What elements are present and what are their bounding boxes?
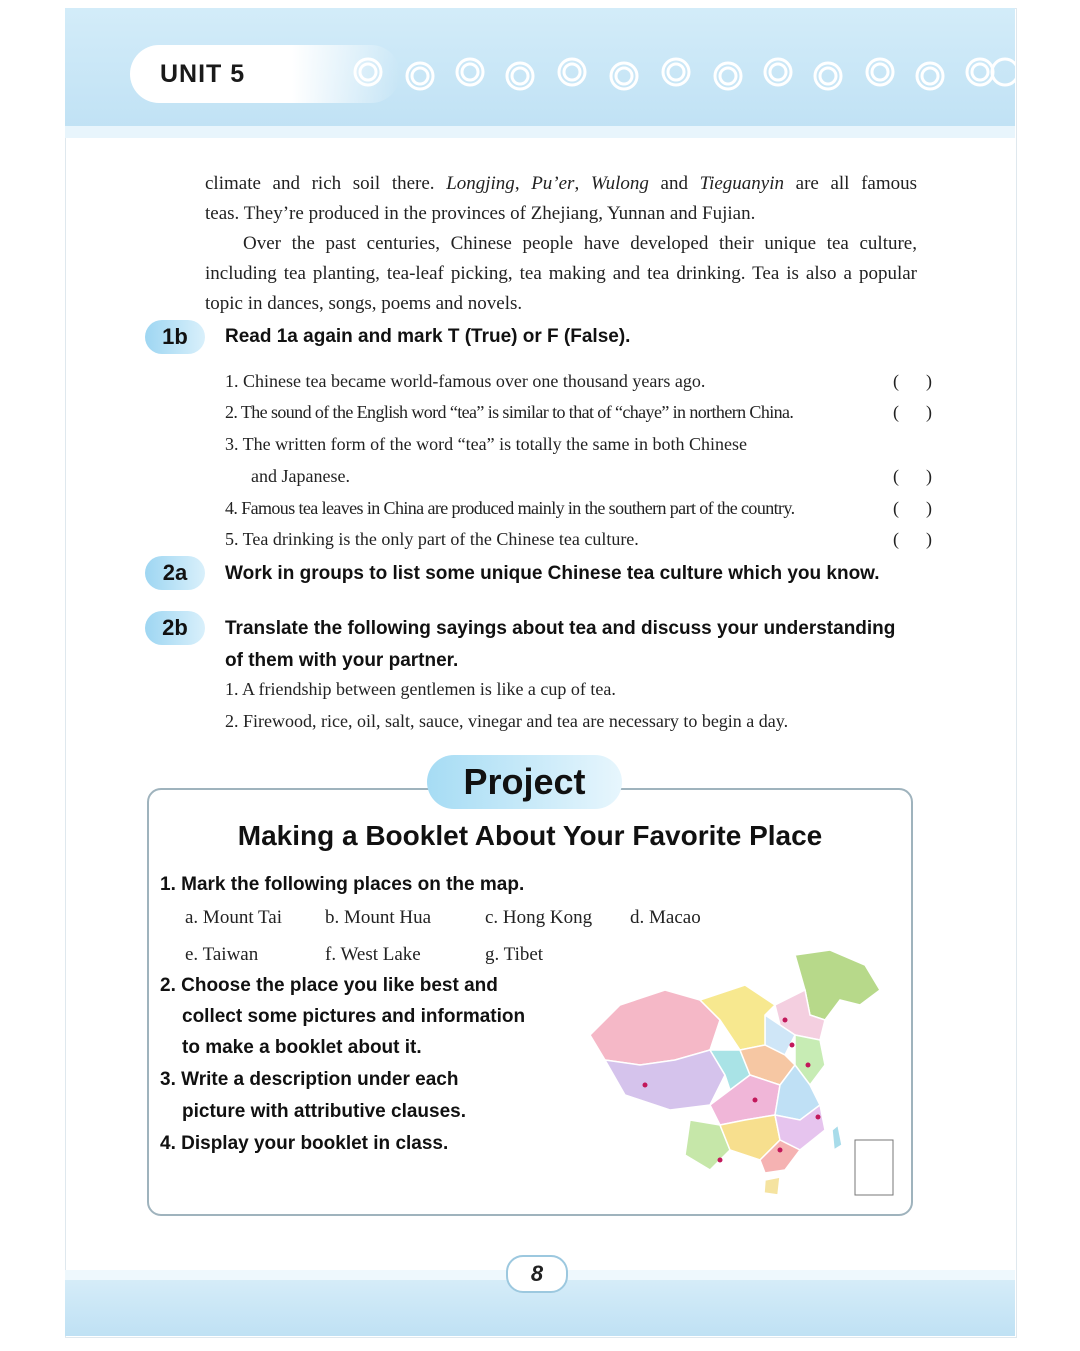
project-step-2-line-2: collect some pictures and information [182, 1006, 526, 1027]
exercise-2b-instruction: Translate the following sayings about tea and discuss your understanding of them with your partner. [225, 618, 896, 671]
page-number: 8 [506, 1255, 568, 1293]
exercise-2b-item-2: 2. Firewood, rice, oil, salt, sauce, vinegar and tea are necessary to begin a day. [225, 711, 789, 731]
answer-blank-2[interactable]: ( ) [893, 402, 932, 422]
answer-blank-1[interactable]: ( ) [893, 371, 932, 391]
answer-blank-3[interactable]: ( ) [893, 466, 932, 486]
exercise-1b-item-5: 5. Tea drinking is the only part of the Chinese tea culture. [225, 529, 639, 549]
project-step-4: 4. Display your booklet in class. [160, 1133, 449, 1154]
exercise-1b-item-2: 2. The sound of the English word “tea” is similar to that of “chaye” in northern China. [225, 402, 794, 422]
china-map[interactable] [580, 945, 900, 1205]
reading-passage [205, 169, 917, 319]
exercise-2b-badge: 2b [145, 611, 205, 645]
place-e: e. Taiwan [185, 944, 259, 965]
reading-paragraph-2: Over the past centuries, Chinese people have developed their unique tea culture, including tea planting, tea-leaf picking, tea making and tea drinking. Tea is also a popular topic in dances, songs, poems and novels. [205, 233, 917, 314]
project-step-2-line-1: 2. Choose the place you like best and [160, 975, 498, 996]
answer-blank-5[interactable]: ( ) [893, 529, 932, 549]
exercise-1b-instruction: Read 1a again and mark T (True) or F (False). [225, 326, 631, 347]
exercise-2b-item-1: 1. A friendship between gentlemen is like a cup of tea. [225, 679, 616, 699]
place-c: c. Hong Kong [485, 907, 593, 928]
exercise-1b-item-3-cont: and Japanese. [251, 466, 350, 486]
decorative-rings [350, 52, 1015, 102]
place-d: d. Macao [630, 907, 701, 928]
exercise-1b-badge: 1b [145, 320, 205, 354]
project-step-3-line-2: picture with attributive clauses. [182, 1101, 467, 1122]
project-step-3-line-1: 3. Write a description under each [160, 1069, 459, 1090]
place-f: f. West Lake [325, 944, 421, 965]
answer-blank-4[interactable]: ( ) [893, 498, 932, 518]
project-tab: Project [427, 755, 622, 809]
place-b: b. Mount Hua [325, 907, 432, 928]
exercise-1b-item-4: 4. Famous tea leaves in China are produced mainly in the southern part of the country. [225, 498, 795, 518]
project-title: Making a Booklet About Your Favorite Place [237, 820, 823, 851]
reading-line-1: climate and rich soil there. Longjing, Pu’er, Wulong and Tieguanyin are all famous [205, 173, 918, 194]
exercise-2a-instruction: Work in groups to list some unique Chinese tea culture which you know. [225, 563, 880, 584]
project-step-1: 1. Mark the following places on the map. [160, 874, 525, 895]
project-step-2-line-3: to make a booklet about it. [182, 1037, 422, 1058]
exercise-2a-badge: 2a [145, 556, 205, 590]
exercise-1b-item-1: 1. Chinese tea became world-famous over one thousand years ago. [225, 371, 706, 391]
place-g: g. Tibet [485, 944, 544, 965]
exercise-1b-item-3: 3. The written form of the word “tea” is totally the same in both Chinese [225, 434, 748, 454]
unit-label: UNIT 5 [160, 59, 246, 88]
place-a: a. Mount Tai [185, 907, 283, 928]
reading-line-2: teas. They’re produced in the provinces of Zhejiang, Yunnan and Fujian. [205, 203, 756, 224]
